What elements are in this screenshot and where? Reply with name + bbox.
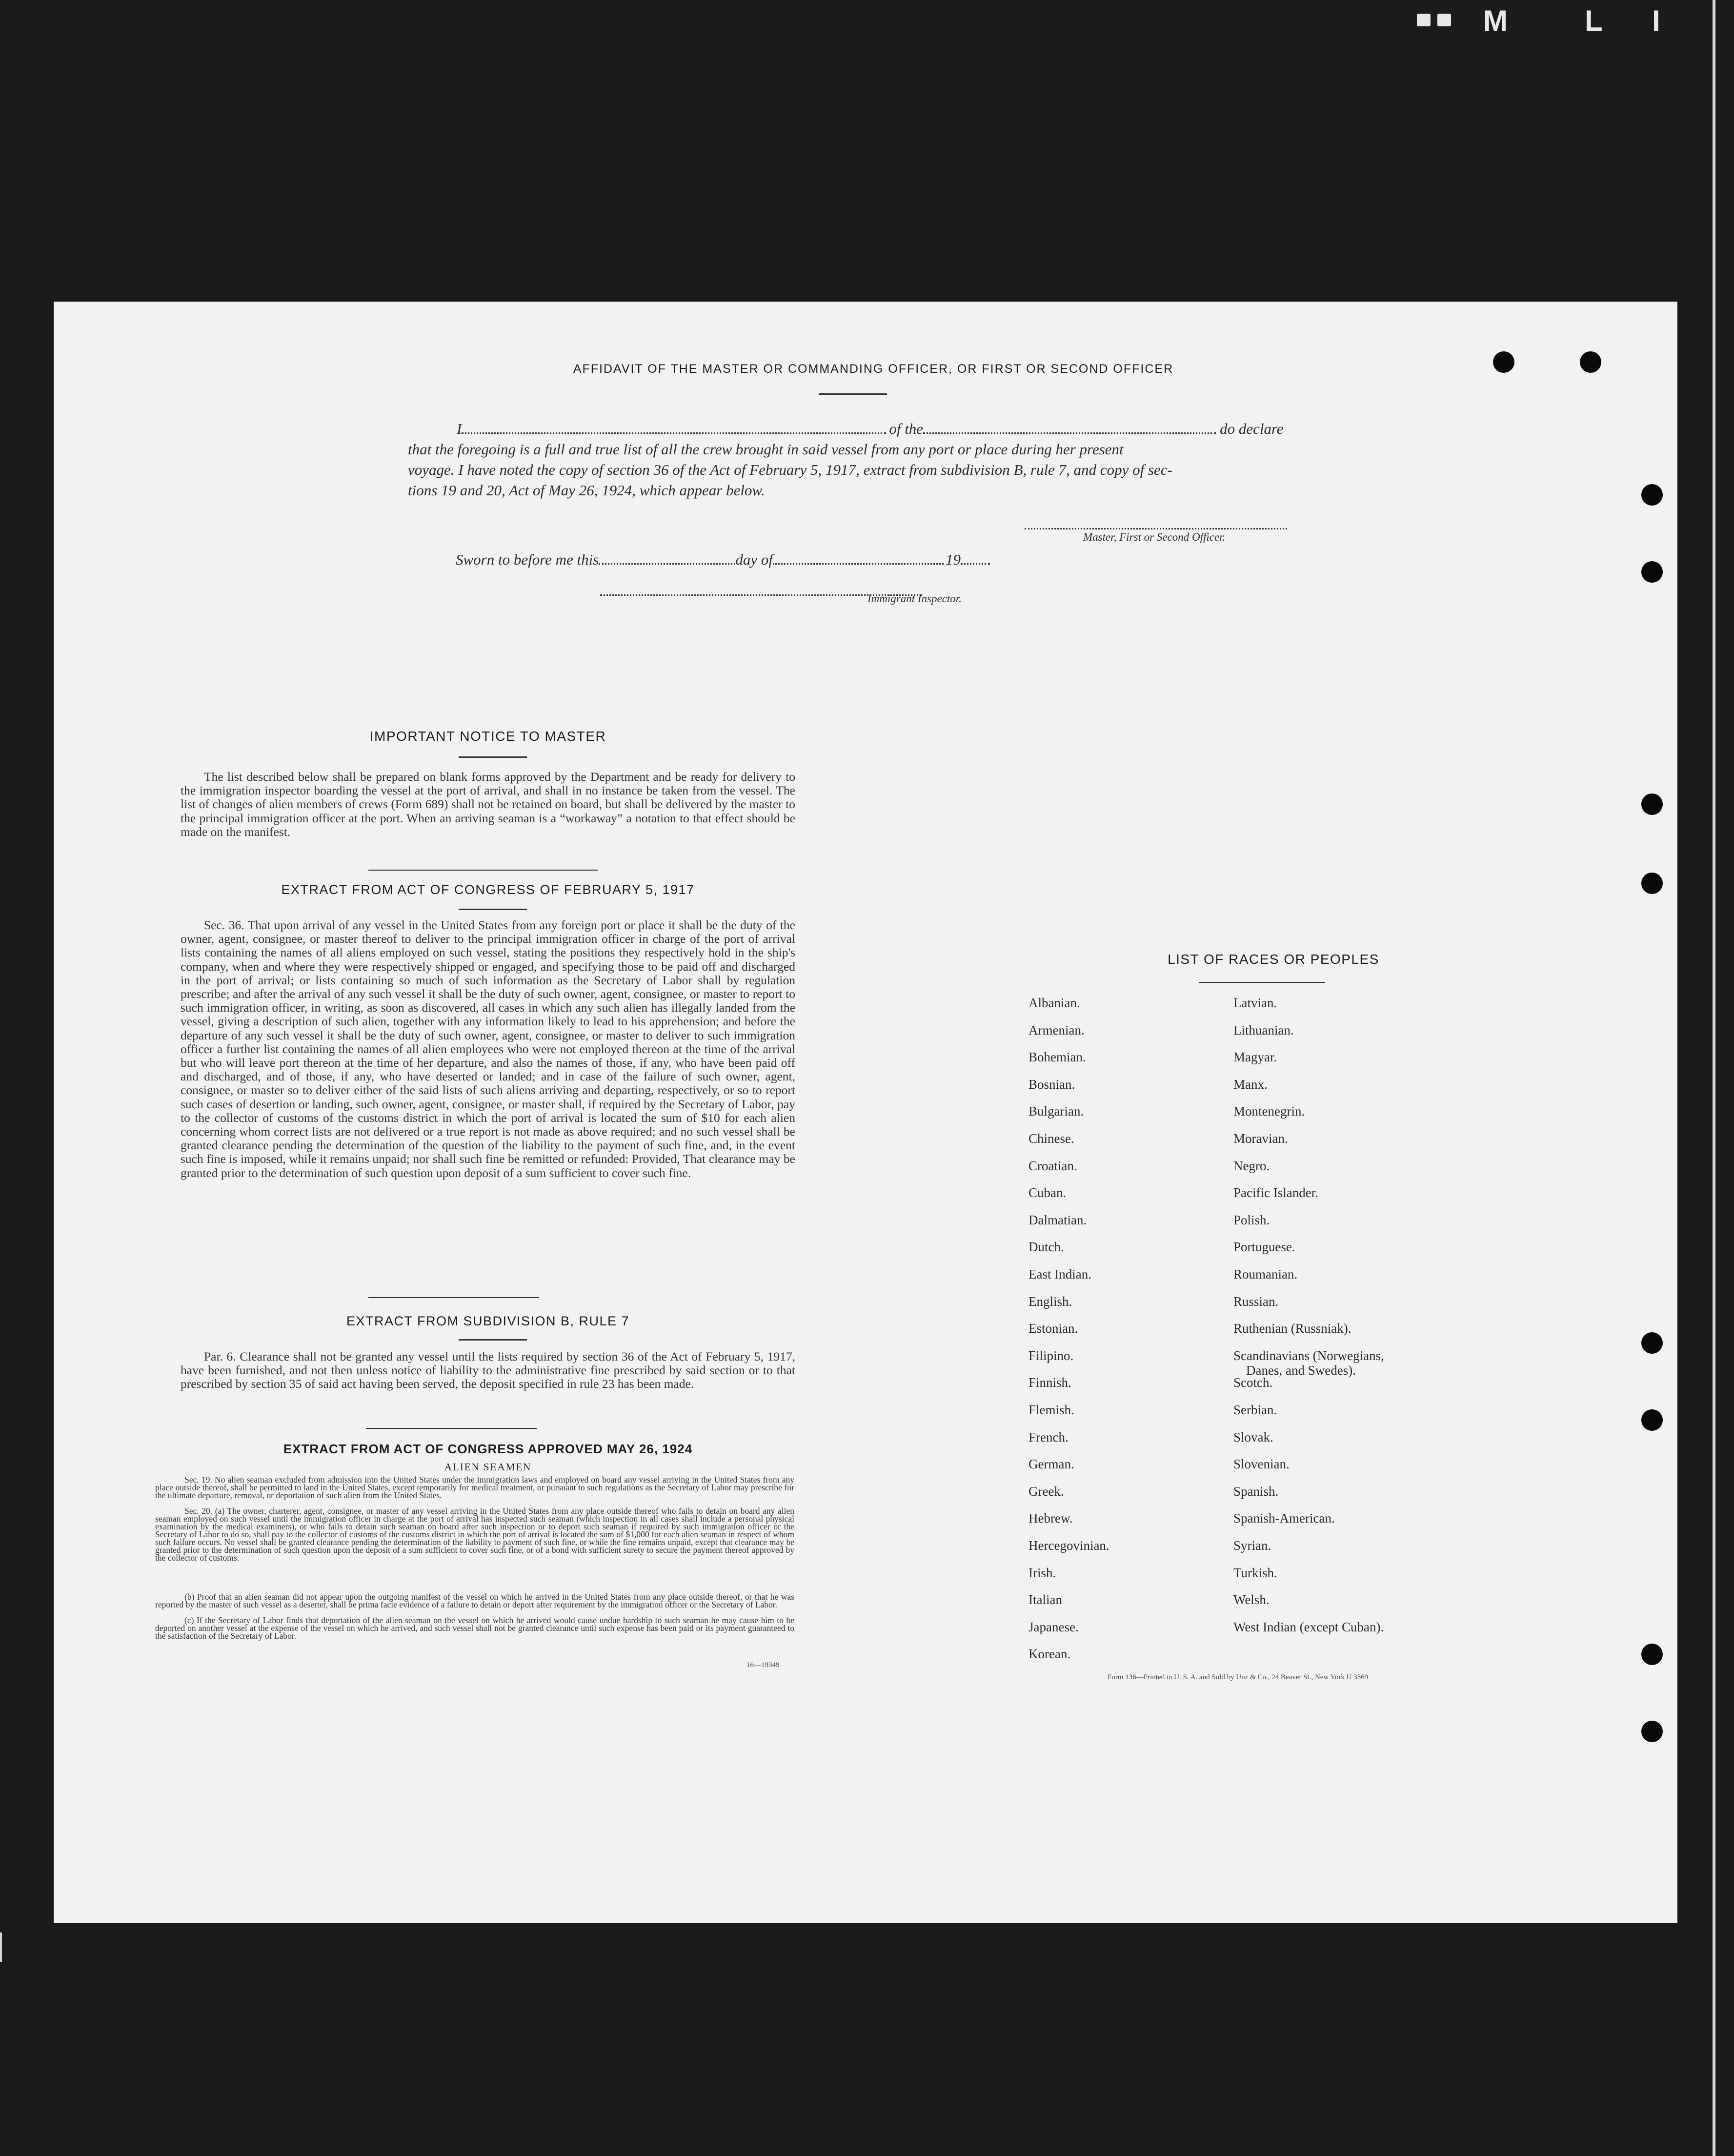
race-item: French. xyxy=(1028,1429,1069,1444)
affidavit-title: AFFIDAVIT OF THE MASTER OR COMMANDING OFFICER, OR FIRST OR SECOND OFFICER xyxy=(573,362,1174,376)
race-item: Finnish. xyxy=(1028,1375,1071,1390)
race-item: Bohemian. xyxy=(1028,1050,1086,1065)
race-item: Estonian. xyxy=(1028,1321,1078,1336)
race-item: West Indian (except Cuban). xyxy=(1233,1619,1384,1634)
par-6-label: Par. 6. xyxy=(204,1349,236,1363)
sworn-year-label: 19 xyxy=(945,551,961,568)
section-20a-text: Sec. 20. (a) The owner, charterer, agent, consignee, or master of any vessel arriving in the United States from any place outside thereof who fails to detain on board any alien seaman employed on such vessel until the immigration officer in charge at the port of arrival has inspected such seaman (which inspection in all cases shall include a personal physical examination by the medical examiners), or who fails to detain such seaman on board after such inspection or to deport such seaman if required by such immigration officer or the Secretary of Labor to do so, shall pay to the collector of customs of the customs district in which the port of arrival is located the sum of $1,000 for each alien seaman in respect of whom such failure occurs. No vessel shall be granted clearance pending the determination of the liability to payment of such fine, or while the fine remains unpaid, except that clearance may be granted prior to the determination of such question upon the deposit of a sum sufficient to cover such fine, or of a bond with sufficient surety to secure the payment thereof approved by the collector of customs. xyxy=(155,1506,794,1563)
race-item: Lithuanian. xyxy=(1233,1022,1294,1037)
race-item: Japanese. xyxy=(1028,1619,1079,1634)
race-item: Greek. xyxy=(1028,1484,1064,1499)
notice-rule xyxy=(459,756,527,758)
divider xyxy=(366,1428,537,1429)
affidavit-line-3: voyage. I have noted the copy of section 36 of the Act of February 5, 1917, extract from subdivision B, rule 7, and copy of sec- xyxy=(408,461,1172,478)
punch-hole xyxy=(1641,873,1663,894)
extract-1917-text xyxy=(181,918,795,1180)
notice-title: IMPORTANT NOTICE TO MASTER xyxy=(369,729,606,744)
section-20c-text: (c) If the Secretary of Labor finds that deportation of the alien seaman on the vessel on which he arrived would cause undue hardship to such seaman he may cause him to be deported on another vessel at the expense of the vessel on which he arrived, and such vessel shall not be granted clearance until such expense has been paid or its payment guaranteed to the satisfaction of the Secretary of Labor. xyxy=(155,1615,794,1641)
sworn-year-blank xyxy=(961,563,990,565)
race-item: Pacific Islander. xyxy=(1233,1185,1318,1200)
sworn-month-blank xyxy=(773,563,944,565)
race-item: Korean. xyxy=(1028,1647,1071,1662)
race-item: Roumanian. xyxy=(1233,1267,1298,1281)
race-item: Spanish. xyxy=(1233,1484,1279,1499)
races-title: LIST OF RACES OR PEOPLES xyxy=(1168,952,1379,967)
film-mark-m: M xyxy=(1483,4,1510,37)
race-item: Manx. xyxy=(1233,1077,1268,1092)
title-rule xyxy=(819,393,887,395)
race-item: Slovak. xyxy=(1233,1429,1273,1444)
film-edge-tick xyxy=(0,1932,2,1962)
notice-text: The list described below shall be prepared on blank forms approved by the Department and be ready for delivery to the immigration inspector boarding the vessel at the port of arrival, and shall in no instance be taken from the vessel. The list of changes of alien members of crews (Form 689) shall not be retained on board, but shall be delivered by the master to the principal immigration officer at the port. When an arriving seaman is a “workaway” a notation to that effect should be made on the manifest. xyxy=(181,770,795,839)
race-item: Albanian. xyxy=(1028,996,1080,1010)
affidavit-declare: do declare xyxy=(1220,420,1284,437)
race-item: Ruthenian (Russniak). xyxy=(1233,1321,1351,1336)
race-item: Welsh. xyxy=(1233,1592,1270,1607)
affidavit-of-the: of the xyxy=(889,420,924,437)
race-item: Chinese. xyxy=(1028,1131,1074,1146)
race-item: Spanish-American. xyxy=(1233,1511,1335,1526)
race-item: Dutch. xyxy=(1028,1240,1064,1255)
affidavit-line-2: that the foregoing is a full and true list of all the crew brought in said vessel from any port or place during her present xyxy=(408,441,1124,458)
race-item: Syrian. xyxy=(1233,1538,1271,1553)
punch-hole xyxy=(1641,793,1663,815)
master-signature-label: Master, First or Second Officer. xyxy=(1083,531,1226,543)
punch-hole xyxy=(1641,1721,1663,1742)
divider xyxy=(368,870,598,871)
form-code: 16—19349 xyxy=(746,1661,780,1669)
extract-1917-rule xyxy=(459,909,527,910)
inspector-signature-label: Immigrant Inspector. xyxy=(867,592,962,605)
race-item: Slovenian. xyxy=(1233,1457,1290,1472)
race-item: Hebrew. xyxy=(1028,1511,1073,1526)
punch-hole xyxy=(1580,351,1601,373)
race-item: Armenian. xyxy=(1028,1022,1085,1037)
race-item: Scotch. xyxy=(1233,1375,1273,1390)
rule-7-text xyxy=(181,1350,795,1391)
race-item: Hercegovinian. xyxy=(1028,1538,1109,1553)
race-item: German. xyxy=(1028,1457,1074,1472)
race-item: Flemish. xyxy=(1028,1403,1074,1417)
race-item: Filipino. xyxy=(1028,1348,1074,1363)
film-mark-l: L xyxy=(1585,4,1605,37)
divider xyxy=(368,1297,539,1298)
alien-seamen-subtitle: ALIEN SEAMEN xyxy=(444,1461,532,1473)
race-item: Irish. xyxy=(1028,1565,1056,1580)
film-edge-line xyxy=(1713,0,1715,2156)
race-item: Serbian. xyxy=(1233,1403,1277,1417)
section-19-text: Sec. 19. No alien seaman excluded from admission into the United States under the immigration laws and employed on board any vessel arriving in the United States from any place outside thereof, shall be permitted to land in the United States, except temporarily for medical treatment, or pursuant to such regulations as the Secretary of Labor may prescribe for the ultimate departure, removal, or deportation of such alien from the United States. xyxy=(155,1475,794,1500)
race-item: Turkish. xyxy=(1233,1565,1277,1580)
affidavit-line-1 xyxy=(457,419,1374,439)
film-marker-blocks xyxy=(1417,14,1451,26)
sworn-day-blank xyxy=(599,563,735,565)
section-36-body: That upon arrival of any vessel in the United States from any foreign port or place it shall be the duty of the owner, agent, consignee, or master thereof to deliver to the principal immigration officer in charge of the port of arrival lists containing the names of all aliens employed on such vessel, stating the positions they respectively hold in the ship's company, when and where they were respectively shipped or engaged, and specifying those to be paid off and discharged in the port of arrival; or lists containing so much of such information as the Secretary of Labor shall by regulation prescribe; and after the arrival of any such vessel it shall be the duty of such owner, agent, consignee, or master to report to such immigration officer, in writing, as soon as discovered, all cases in which any such alien has illegally landed from the vessel, giving a description of such alien, together with any information likely to lead to his apprehension; and before the departure of any such vessel it shall be the duty of such owner, agent, consignee, or master to deliver to such immigration officer a further list containing the names of all alien employees who were not employed thereon at the time of the arrival but who will leave port thereon at the time of her departure, and also the names of those, if any, who have been paid off and discharged, and of those, if any, who have deserted or landed; and in case of the failure of such owner, agent, consignee, or master so to deliver either of the said lists of such aliens arriving and departing, respectively, or so to report such cases of desertion or landing, such owner, agent, consignee, or master shall, if required by the Secretary of Labor, pay to the collector of customs of the customs district in which the port of arrival is located the sum of $10 for each alien concerning whom correct lists are not delivered or a true report is not made as above required; and no such vessel shall be granted clearance pending the determination of the question of the liability to the payment of such fine, and, in the event such fine is imposed, while it remains unpaid; nor shall such fine be remitted or refunded: Provided, That clearance may be granted prior to the determination of such question upon deposit of a sum sufficient to cover such fine. xyxy=(181,918,795,1180)
film-mark-i: I xyxy=(1652,4,1662,37)
sworn-prefix: Sworn to before me this xyxy=(456,551,599,568)
extract-1924-title: EXTRACT FROM ACT OF CONGRESS APPROVED MAY 26, 1924 xyxy=(283,1442,693,1456)
punch-hole xyxy=(1641,1332,1663,1354)
sworn-line xyxy=(456,549,1139,570)
race-item: Danes, and Swedes). xyxy=(1246,1363,1356,1378)
printer-footer: Form 136—Printed in U. S. A. and Sold by Unz & Co., 24 Beaver St., New York U 3569 xyxy=(1108,1673,1369,1681)
vessel-blank xyxy=(923,432,1216,434)
race-item: Bulgarian. xyxy=(1028,1104,1084,1119)
punch-hole xyxy=(1641,484,1663,506)
race-item: Moravian. xyxy=(1233,1131,1288,1146)
race-item: Bosnian. xyxy=(1028,1077,1075,1092)
race-item: Montenegrin. xyxy=(1233,1104,1305,1119)
affidavit-i: I xyxy=(457,420,462,437)
section-36-label: Sec. 36. xyxy=(204,918,244,932)
race-item: Negro. xyxy=(1233,1158,1270,1173)
punch-hole xyxy=(1641,561,1663,583)
punch-hole xyxy=(1493,351,1514,373)
race-item: English. xyxy=(1028,1294,1072,1309)
extract-1917-title: EXTRACT FROM ACT OF CONGRESS OF FEBRUARY 5, 1917 xyxy=(281,882,695,897)
race-item: Dalmatian. xyxy=(1028,1212,1087,1227)
punch-hole xyxy=(1641,1409,1663,1431)
races-rule xyxy=(1199,982,1325,983)
race-item: Italian xyxy=(1028,1592,1062,1607)
race-item: Scandinavians (Norwegians, xyxy=(1233,1348,1384,1363)
rule-7-rule xyxy=(459,1339,527,1341)
race-item: Russian. xyxy=(1233,1294,1279,1309)
race-item: Magyar. xyxy=(1233,1050,1277,1065)
race-item: Croatian. xyxy=(1028,1158,1077,1173)
par-6-body: Clearance shall not be granted any vessel until the lists required by section 36 of the Act of February 5, 1917, have been furnished, and not then unless notice of liability to the administrative fine prescribed by said section or to that prescribed by section 35 of said act having been served, the deposit specified in rule 23 has been made. xyxy=(181,1349,795,1391)
affidavit-line-4: tions 19 and 20, Act of May 26, 1924, which appear below. xyxy=(408,482,765,499)
rule-7-title: EXTRACT FROM SUBDIVISION B, RULE 7 xyxy=(346,1314,630,1328)
name-blank xyxy=(462,432,886,434)
race-item: Portuguese. xyxy=(1233,1240,1295,1255)
document-page xyxy=(54,302,1677,1923)
race-item: Polish. xyxy=(1233,1212,1270,1227)
race-item: East Indian. xyxy=(1028,1267,1091,1281)
section-20b-text: (b) Proof that an alien seaman did not appear upon the outgoing manifest of the vessel on which he arrived in the United States from any place outside thereof, or that he was reported by the master of such vessel as a deserter, shall be prima facie evidence of a failure to detain or deport after requirement by the immigration officer or the Secretary of Labor. xyxy=(155,1592,794,1609)
race-item: Cuban. xyxy=(1028,1185,1067,1200)
race-item: Latvian. xyxy=(1233,996,1277,1010)
punch-hole xyxy=(1641,1644,1663,1665)
sworn-day-label: day of xyxy=(735,551,773,568)
